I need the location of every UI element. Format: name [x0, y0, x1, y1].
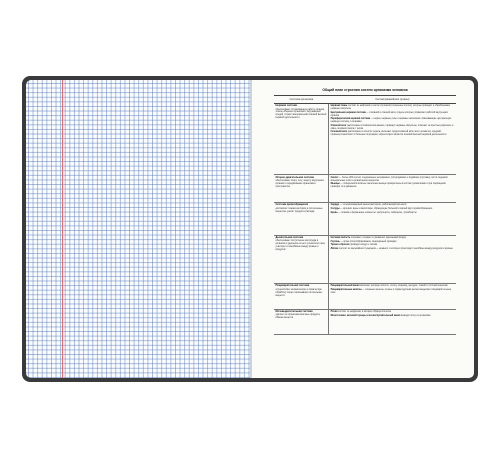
- organ-term: Спинной мозг: [330, 124, 347, 127]
- organs-cell: [329, 103, 456, 175]
- organ-text: — нервы, нервные узлы и нервные окончания, связывающие центральную нервную систему с органами: [330, 118, 452, 124]
- system-cell: [274, 235, 329, 284]
- organ-text: расположен в позвоночном канале, проводит нервные импульсы, отвечает за простые рефлексы и связь головного мозга с телом: [330, 124, 454, 130]
- system-name: Опорно-двигательная система: [275, 175, 314, 179]
- system-cell: [274, 103, 329, 175]
- organ-text: состоит из нейронов и клеток спутников (глиальных клеток), которые проводят и обрабатывают нервные импульсы: [330, 105, 451, 110]
- organ-term: Пищеварительные железы: [330, 289, 362, 292]
- organ-term: Сердце: [330, 204, 340, 207]
- info-page: [252, 80, 474, 378]
- organ-term: Гортань: [330, 240, 340, 243]
- organ-text: — плазма и форменные элементы: эритроциты, лейкоциты, тромбоциты: [338, 211, 417, 214]
- organ-entry: [331, 237, 455, 240]
- organ-term: Мочеточники, мочевой пузырь и мочеиспускательный канал: [330, 314, 401, 317]
- organs-cell: [329, 175, 456, 203]
- organ-term: Нервная ткань: [330, 105, 348, 108]
- organ-text: состоят из мельчайших пузырьков — альвеол, в которых происходит газообмен между воздухом и кровью: [338, 248, 453, 251]
- organ-text: — слюнные железы, печень и поджелудочная железа выделяют пищеварительные соки: [330, 289, 452, 295]
- column-header: Система организма: [274, 96, 329, 104]
- organ-text: проводят воздух к лёгким: [350, 244, 378, 247]
- organ-term: Сосуды: [330, 208, 340, 210]
- system-name: Мочевыделительная система: [275, 310, 313, 314]
- organ-entry: [331, 204, 455, 207]
- organ-text: состоят из нефронов, в которых образуется моча: [338, 311, 391, 314]
- organ-text: — головной и спинной мозг, отделы которых управляют работой внутренних органов: [330, 111, 448, 117]
- column-header: Состав (важнейшие органы): [329, 96, 456, 104]
- organ-term: Центральная нервная система: [330, 111, 366, 114]
- organ-text: выводят мочу из организма: [401, 314, 431, 317]
- system-name: Система кровообращения: [275, 203, 309, 207]
- system-description: осуществляет механическую и химическую обработку пищи и всасывание питательных веществ: [275, 288, 323, 297]
- organ-entry: [331, 248, 455, 251]
- organ-text: — артерии, вены и капилляры, образующие большой и малый круги кровообращения: [340, 208, 433, 210]
- organ-text: расположен в полости черепа, включает продолговатый мозг, мост, мозжечок, средний, промежуточный мозг и большие полушария, кора которых является основой высшей нервной деятельности: [330, 131, 447, 137]
- system-description: доставляет тканям кислород и питательные вещества, уносит продукты распада: [275, 207, 323, 213]
- organs-cell: [329, 309, 456, 335]
- organ-entry: [331, 289, 455, 295]
- table-row: [274, 175, 456, 203]
- organ-text: — четырёхкамерный мышечный орган, работающий как насос: [339, 204, 407, 207]
- sheet-title: Общий план строения систем организма человека: [322, 88, 408, 92]
- organ-entry: [331, 208, 455, 211]
- system-description: обеспечивает опору телу, защиту внутренних органов и передвижение организма в пространстве: [275, 180, 324, 188]
- organ-term: Лёгкие: [330, 248, 339, 251]
- organ-text: — поперечнополосатые скелетные мышцы прикреплены к костям сухожилиями и при сокращении приводят их в движение: [330, 183, 446, 189]
- systems-table: [274, 95, 456, 335]
- organ-text: — более 200 костей, соединённых неподвижно, полуподвижно и подвижно (суставы); кости содержат минеральные соли и органические вещества: [330, 176, 448, 182]
- table-row: [274, 309, 456, 335]
- organ-entry: [331, 315, 455, 318]
- reference-sheet: [274, 88, 456, 335]
- organ-term: Скелет: [330, 176, 339, 179]
- system-name: Нервная система: [275, 104, 297, 108]
- system-description: обеспечивает поступление кислорода в организм и удаление из него углекислого газа, участвует в газообмене между кровью и воздухом: [275, 240, 326, 251]
- system-description: удаляет из организма конечные продукты обмена веществ: [275, 314, 321, 320]
- organ-term: Периферическая нервная система: [330, 118, 371, 121]
- organ-entry: [331, 183, 455, 189]
- organ-term: Почки: [330, 311, 338, 314]
- system-cell: [274, 284, 329, 310]
- system-cell: [274, 175, 329, 203]
- organ-term: Головной мозг: [330, 131, 348, 134]
- table-row: [274, 103, 456, 175]
- notebook-spread: [22, 76, 478, 382]
- organ-entry: [331, 131, 455, 137]
- system-name: Пищеварительная система: [275, 284, 310, 288]
- organ-term: Кровь: [330, 211, 338, 214]
- grid-page: [26, 80, 250, 378]
- organ-entry: [331, 244, 455, 247]
- organ-entry: [331, 311, 455, 314]
- organs-cell: [329, 202, 456, 235]
- table-row: [274, 202, 456, 235]
- system-description: обеспечивает согласованную работу органов, тонкое общение организма с окружающей средой, служит материальной основой высшей нервной деятельности: [275, 108, 327, 120]
- margin-line: [62, 80, 63, 378]
- organ-term: Мышцы: [330, 183, 340, 186]
- system-cell: [274, 202, 329, 235]
- organ-term: Трахея и бронхи: [330, 244, 350, 247]
- organ-entry: [331, 285, 455, 288]
- organs-cell: [329, 284, 456, 310]
- organ-term: Пищеварительный канал: [330, 285, 360, 288]
- system-cell: [274, 309, 329, 335]
- organ-text: согревает, очищает и увлажняет вдыхаемый воздух: [350, 236, 407, 239]
- organ-term: Носовая полость: [330, 236, 351, 239]
- organ-entry: [331, 105, 455, 111]
- organ-entry: [331, 118, 455, 124]
- table-header-row: [274, 96, 456, 104]
- organs-cell: [329, 235, 456, 284]
- organ-text: — орган голосообразования, защищённый хрящами: [340, 240, 397, 243]
- table-row: [274, 235, 456, 284]
- system-name: Дыхательная система: [275, 235, 304, 239]
- organ-text: включает ротовую полость, глотку, пищевод, желудок, тонкий и толстый кишечник: [360, 285, 448, 288]
- organ-entry: [331, 212, 455, 215]
- table-row: [274, 284, 456, 310]
